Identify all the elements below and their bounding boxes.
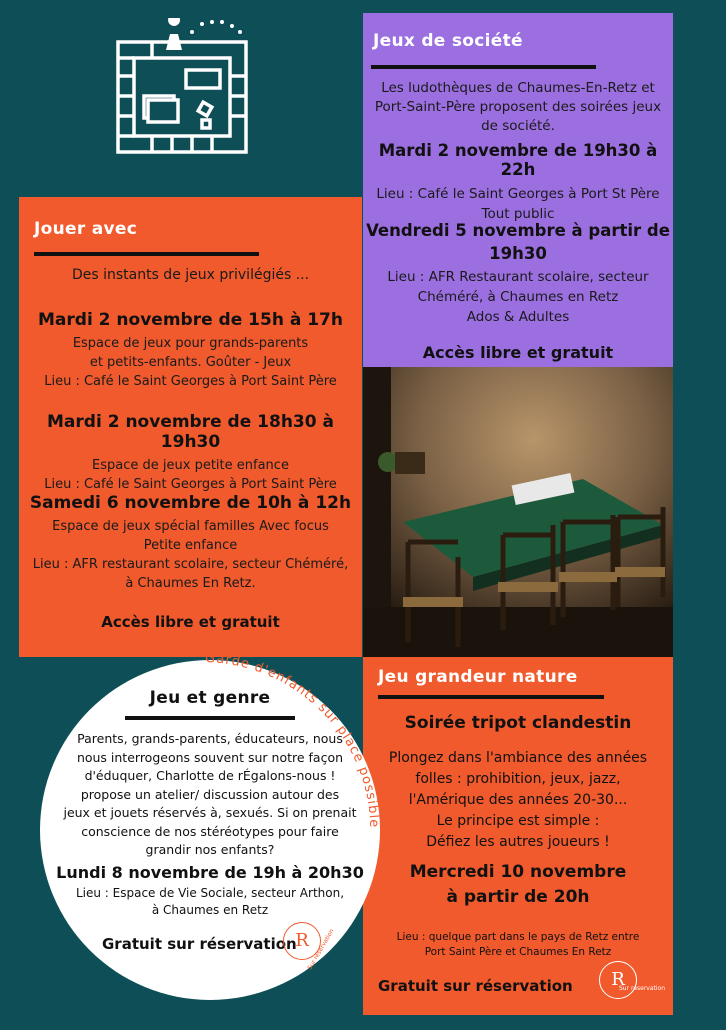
nature-body-line: Plongez dans l'ambiance des années (388, 750, 648, 766)
jouer-event3-line: Petite enfance (143, 538, 238, 553)
genre-event-place: à Chaumes en Retz (151, 903, 269, 917)
game-room-illustration (363, 367, 673, 657)
genre-body-line: nous interrogeons souvent sur notre façon (76, 749, 344, 765)
societe-event1-audience: Tout public (481, 206, 555, 222)
jouer-event3-date: Samedi 6 novembre de 10h à 12h (29, 493, 352, 513)
jouer-intro: Des instants de jeux privilégiés ... (71, 267, 310, 283)
jouer-cta: Accès libre et gratuit (101, 613, 280, 631)
societe-title-rule (371, 65, 596, 69)
genre-arc-text (30, 650, 390, 1010)
genre-body-line: conscience de nos stéréotypes pour faire (81, 823, 339, 839)
jouer-event2-date: Mardi 2 novembre de 18h30 à 19h30 (47, 412, 334, 452)
societe-panel (363, 13, 673, 368)
nature-title-rule (378, 695, 604, 699)
jouer-event3-line: Espace de jeux spécial familles Avec focus (52, 519, 329, 534)
genre-cta: Gratuit sur réservation (102, 935, 297, 953)
nature-place-line: Lieu : quelque part dans le pays de Retz entre (396, 931, 640, 943)
genre-body-line: Parents, grands-parents, éducateurs, nous (77, 731, 343, 746)
societe-intro (363, 79, 673, 136)
societe-event2-audience: Ados & Adultes (466, 309, 570, 325)
nature-event-date-line: à partir de 20h (446, 887, 590, 907)
jouer-event2-line: Espace de jeux petite enfance (92, 458, 289, 473)
nature-body-line: folles : prohibition, jeux, jazz, (415, 771, 621, 787)
societe-event2-date (363, 219, 673, 265)
genre-event-date: Lundi 8 novembre de 19h à 20h30 (56, 863, 364, 882)
societe-event1-date: Mardi 2 novembre de 19h30 à 22h (378, 141, 658, 179)
nature-body-line: l'Amérique des années 20-30... (408, 792, 628, 808)
jouer-event1-line: Espace de jeux pour grands-parents (72, 336, 309, 351)
genre-title: Jeu et genre (149, 688, 271, 708)
svg-text:Garde d'enfants sur place poss (205, 651, 382, 829)
genre-event-place: Lieu : Espace de Vie Sociale, secteur Arthon, (75, 886, 345, 900)
reservation-logo: R (599, 961, 637, 999)
childcare-note: Garde d'enfants sur place possible (204, 650, 382, 829)
genre-body-line: jeux et jouets réservés à, sexués. Si on prenait (63, 805, 357, 820)
jouer-event3-place: à Chaumes En Retz. (125, 576, 256, 591)
nature-subtitle: Soirée tripot clandestin (404, 713, 632, 733)
reservation-logo: R (283, 922, 321, 960)
jouer-event1-place: Lieu : Café le Saint Georges à Port Saint Père (44, 374, 337, 389)
jouer-event2-place: Lieu : Café le Saint Georges à Port Saint Père (44, 477, 337, 492)
genre-body-line: grandir nos enfants? (145, 842, 275, 857)
jouer-panel (19, 197, 362, 657)
genre-body-line: d'éduquer, Charlotte de rÉgalons-nous ! (84, 768, 336, 783)
nature-place-line: Port Saint Père et Chaumes En Retz (424, 946, 612, 958)
game-room-photo (363, 367, 673, 657)
nature-body (363, 748, 673, 853)
jouer-event1-line: et petits-enfants. Goûter - Jeux (89, 355, 292, 370)
societe-intro-line: Les ludothèques de Chaumes-En-Retz et (381, 80, 655, 96)
jouer-title: Jouer avec (34, 219, 138, 239)
jouer-event3-place: Lieu : AFR restaurant scolaire, secteur Chéméré, (32, 557, 349, 572)
reservation-logo-caption: Sur réservation (619, 985, 666, 992)
societe-cta: Accès libre et gratuit (422, 343, 614, 362)
nature-title: Jeu grandeur nature (378, 667, 578, 687)
genre-body-line: propose un atelier/ discussion autour des (80, 786, 340, 802)
reservation-logo-caption: Sur réservation (306, 927, 336, 972)
nature-event-date (363, 860, 673, 910)
nature-body-line: Le principe est simple : (436, 813, 600, 829)
societe-event2-date-line: Vendredi 5 novembre à partir de (366, 221, 670, 240)
societe-event2-place: Lieu : AFR Restaurant scolaire, secteur (387, 269, 649, 285)
societe-event2-place: Chéméré, à Chaumes en Retz (417, 289, 619, 305)
societe-title: Jeux de société (373, 31, 523, 51)
nature-event-date-line: Mercredi 10 novembre (409, 862, 627, 882)
nature-panel (363, 657, 673, 1015)
jouer-event1-date: Mardi 2 novembre de 15h à 17h (38, 310, 343, 330)
societe-intro-line: de société. (481, 118, 555, 134)
jouer-title-rule (34, 252, 259, 256)
societe-event1-place: Lieu : Café le Saint Georges à Port St Père (376, 186, 660, 202)
nature-body-line: Défiez les autres joueurs ! (426, 834, 610, 850)
board-game-icon (112, 18, 252, 158)
societe-intro-line: Port-Saint-Père proposent des soirées jeux (374, 99, 662, 115)
nature-cta: Gratuit sur réservation (378, 977, 573, 995)
nature-place (363, 930, 673, 960)
societe-event2-date-line: 19h30 (489, 244, 547, 263)
